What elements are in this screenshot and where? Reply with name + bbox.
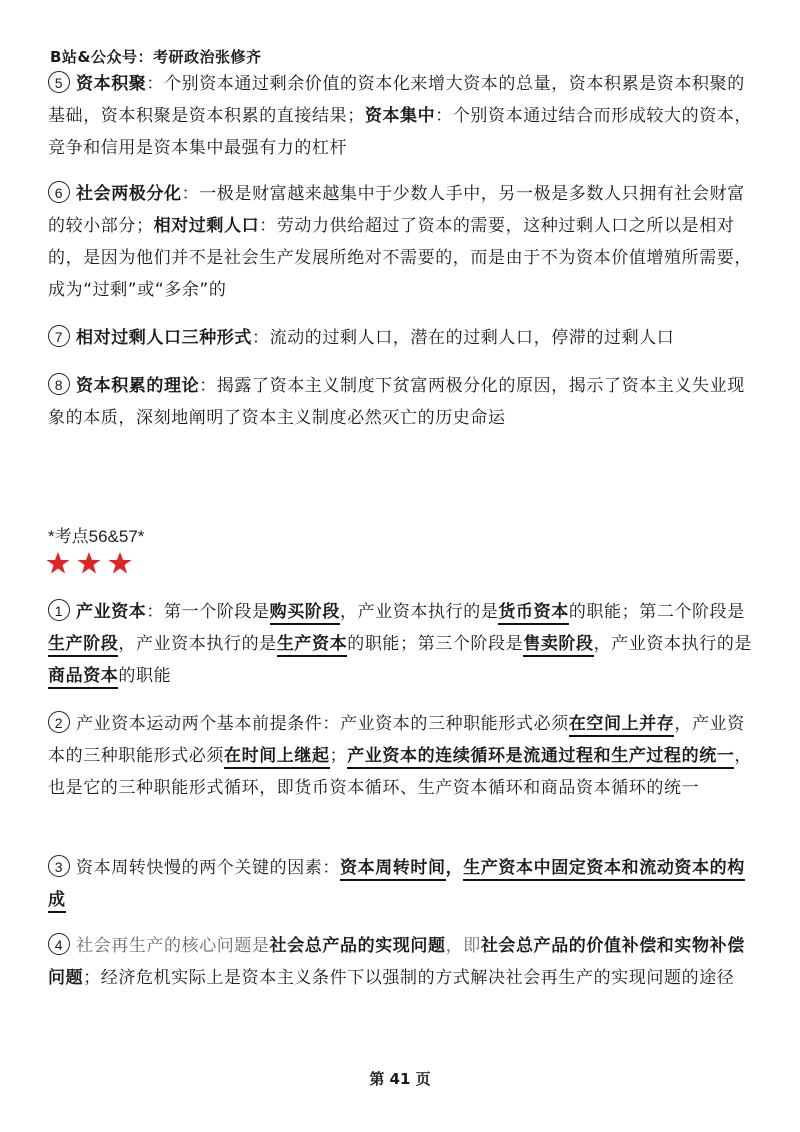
text: ，产业资本的三种职能形式必须 bbox=[48, 714, 745, 766]
importance-stars bbox=[46, 551, 134, 581]
list-item-5 bbox=[48, 68, 756, 164]
term: 资本积累的理论 bbox=[76, 376, 200, 396]
text: 资本周转快慢的两个关键的因素： bbox=[76, 858, 340, 878]
text: ，即 bbox=[445, 936, 481, 956]
term: 相对过剩人口三种形式 bbox=[76, 328, 252, 348]
definition: ：劳动力供给超过了资本的需要，这种过剩人口之所以是相对的，是因为他们并不是社会生产发展所绝对不需要的，而是由于不为资本价值增殖所需要，成为“过剩”或“多余”的 bbox=[48, 216, 752, 300]
item-number: 2 bbox=[48, 711, 70, 733]
definition: ：揭露了资本主义制度下贫富两极分化的原因，揭示了资本主义失业现象的本质，深刻地阐明了资本主义制度必然灭亡的历史命运 bbox=[48, 376, 745, 428]
term: 产业资本 bbox=[76, 602, 147, 622]
item-number: 6 bbox=[48, 181, 70, 203]
item-number: 7 bbox=[48, 325, 70, 347]
term: 资本集中 bbox=[364, 106, 436, 126]
key-phrase: 在时间上继起 bbox=[224, 746, 330, 769]
page-number: 第 41 页 bbox=[369, 1070, 431, 1088]
key-phrase: 资本周转时间 bbox=[340, 858, 446, 881]
text: ，产业资本执行的是 bbox=[340, 602, 499, 622]
key-phrase: 售卖阶段 bbox=[523, 634, 593, 657]
list-item-2 bbox=[48, 708, 756, 804]
list-item-3 bbox=[48, 852, 756, 916]
header-source: B站&公众号：考研政治张修齐 bbox=[50, 48, 262, 66]
definition: ：一极是财富越来越集中于少数人手中，另一极是多数人只拥有社会财富的较小部分； bbox=[48, 184, 745, 236]
term: 资本积聚 bbox=[76, 74, 147, 94]
term: 社会两极分化 bbox=[76, 184, 182, 204]
list-item-4 bbox=[48, 930, 756, 994]
text: ，也是它的三种职能形式循环，即货币资本循环、生产资本循环和商品资本循环的统一 bbox=[48, 746, 753, 798]
star-icon bbox=[77, 551, 101, 575]
list-item-8 bbox=[48, 370, 756, 434]
key-phrase: 产业资本的连续循环是流通过程和生产过程的统一 bbox=[347, 746, 734, 769]
exam-point-tag: *考点56&57* bbox=[48, 527, 145, 546]
text: 的职能；第三个阶段是 bbox=[347, 634, 524, 654]
key-phrase: 在空间上并存 bbox=[569, 714, 675, 737]
key-phrase: 社会总产品的实现问题 bbox=[269, 936, 446, 956]
text: 社会再生产的核心问题是 bbox=[76, 936, 270, 956]
text: ，产业资本执行的是 bbox=[118, 634, 277, 654]
text: ：第一个阶段是 bbox=[146, 602, 270, 622]
item-number: 5 bbox=[48, 71, 70, 93]
text: 的职能；第二个阶段是 bbox=[568, 602, 745, 622]
text: ， bbox=[445, 858, 464, 878]
text: 的职能 bbox=[118, 666, 172, 686]
list-item-6 bbox=[48, 178, 756, 306]
item-number: 4 bbox=[48, 933, 70, 955]
star-icon bbox=[108, 551, 132, 575]
key-phrase: 社会总产品的价值补偿和实物补偿问题 bbox=[48, 936, 745, 988]
key-phrase: 货币资本 bbox=[498, 602, 568, 625]
list-item-1 bbox=[48, 596, 756, 692]
text: ；经济危机实际上是资本主义条件下以强制的方式解决社会再生产的实现问题的途径 bbox=[83, 968, 735, 988]
key-phrase: 购买阶段 bbox=[270, 602, 340, 625]
item-number: 3 bbox=[48, 855, 70, 877]
definition: ：个别资本通过结合而形成较大的资本，竞争和信用是资本集中最强有力的杠杆 bbox=[48, 106, 753, 158]
star-icon bbox=[46, 551, 70, 575]
item-number: 1 bbox=[48, 599, 70, 621]
key-phrase: 商品资本 bbox=[48, 666, 118, 689]
text: ； bbox=[329, 746, 348, 766]
item-number: 8 bbox=[48, 373, 70, 395]
key-phrase: 生产阶段 bbox=[48, 634, 118, 657]
definition: ：流动的过剩人口，潜在的过剩人口，停滞的过剩人口 bbox=[252, 328, 675, 348]
key-phrase: 生产资本中固定资本和流动资本的构成 bbox=[48, 858, 745, 913]
definition: ：个别资本通过剩余价值的资本化来增大资本的总量，资本积累是资本积聚的基础，资本积聚是资本积累的直接结果； bbox=[48, 74, 745, 126]
key-phrase: 生产资本 bbox=[277, 634, 347, 657]
text: ，产业资本执行的是 bbox=[593, 634, 753, 654]
list-item-7 bbox=[48, 322, 756, 354]
text: 产业资本运动两个基本前提条件：产业资本的三种职能形式必须 bbox=[76, 714, 569, 734]
term: 相对过剩人口 bbox=[153, 216, 260, 236]
